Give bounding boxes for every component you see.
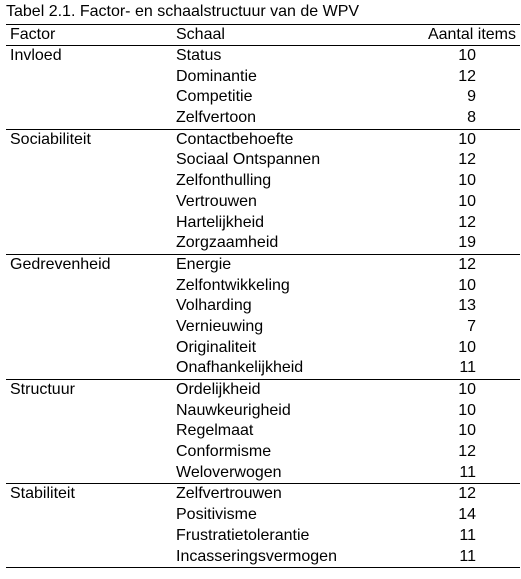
factor-cell: Structuur	[10, 381, 75, 398]
item-count-cell: 10	[458, 422, 476, 440]
item-count-cell: 10	[458, 381, 476, 398]
scale-cell: Sociaal Ontspannen	[176, 151, 321, 169]
table-row	[6, 421, 520, 442]
factor-group	[6, 380, 520, 484]
table-row	[6, 442, 520, 463]
table-body	[6, 46, 520, 567]
header-item-count: Aantal items	[427, 26, 516, 43]
table-caption: Tabel 2.1. Factor- en schaalstructuur van de WPV	[6, 3, 360, 20]
table-row	[6, 526, 520, 547]
item-count-cell: 11	[459, 547, 476, 565]
scale-cell: Conformisme	[176, 443, 272, 461]
scale-cell: Status	[176, 47, 222, 64]
scale-cell: Zorgzaamheid	[176, 234, 279, 252]
scale-cell: Hartelijkheid	[176, 213, 265, 231]
item-count-cell: 10	[458, 276, 476, 294]
table-row	[6, 505, 520, 526]
item-count-cell: 12	[458, 443, 476, 461]
table-row	[6, 317, 520, 338]
scale-cell: Originaliteit	[176, 338, 257, 356]
scale-cell: Dominantie	[176, 67, 257, 85]
table-row	[6, 463, 520, 484]
scale-cell: Ordelijkheid	[176, 381, 261, 398]
factor-cell: Invloed	[10, 47, 62, 64]
item-count-cell: 12	[458, 255, 476, 273]
header-scale: Schaal	[176, 26, 225, 43]
scale-cell: Regelmaat	[176, 422, 254, 440]
table-row	[6, 380, 520, 401]
table-row	[6, 296, 520, 317]
table-row	[6, 276, 520, 297]
item-count-cell: 11	[459, 463, 476, 481]
scale-cell: Volharding	[176, 297, 252, 315]
table-row	[6, 547, 520, 568]
table-row	[6, 401, 520, 422]
table-row	[6, 87, 520, 108]
scale-cell: Incasseringsvermogen	[176, 547, 337, 565]
item-count-cell: 8	[467, 109, 476, 127]
table-row	[6, 67, 520, 88]
table-row	[6, 255, 520, 276]
table-row	[6, 338, 520, 359]
item-count-cell: 10	[458, 401, 476, 419]
scale-cell: Onafhankelijkheid	[176, 359, 304, 377]
factor-group	[6, 255, 520, 380]
table-row	[6, 46, 520, 67]
item-count-cell: 19	[458, 234, 476, 252]
scale-cell: Vernieuwing	[176, 317, 264, 335]
item-count-cell: 10	[458, 130, 476, 148]
table-row	[6, 484, 520, 505]
table-row	[6, 192, 520, 213]
item-count-cell: 12	[458, 213, 476, 231]
factor-cell: Gedrevenheid	[10, 255, 111, 273]
item-count-cell: 10	[458, 172, 476, 190]
scale-cell: Zelfvertoon	[176, 109, 257, 127]
item-count-cell: 11	[459, 359, 476, 377]
table-row	[6, 130, 520, 151]
scale-cell: Positivisme	[176, 506, 257, 524]
scale-cell: Energie	[176, 255, 232, 273]
item-count-cell: 11	[459, 526, 476, 544]
factor-cell: Sociabiliteit	[10, 130, 91, 148]
scale-cell: Weloverwogen	[176, 463, 282, 481]
scale-cell: Zelfontwikkeling	[176, 276, 290, 294]
item-count-cell: 10	[458, 338, 476, 356]
scale-cell: Vertrouwen	[176, 192, 257, 210]
table-row	[6, 108, 520, 129]
item-count-cell: 12	[458, 485, 476, 503]
item-count-cell: 12	[458, 67, 476, 85]
table-row	[6, 171, 520, 192]
factor-cell: Stabiliteit	[10, 485, 75, 503]
item-count-cell: 14	[458, 506, 476, 524]
scale-cell: Contactbehoefte	[176, 130, 294, 148]
item-count-cell: 13	[458, 297, 476, 315]
item-count-cell: 12	[458, 151, 476, 169]
scale-cell: Frustratietolerantie	[176, 526, 310, 544]
item-count-cell: 9	[467, 88, 476, 106]
scale-cell: Competitie	[176, 88, 253, 106]
scale-cell: Nauwkeurigheid	[176, 401, 291, 419]
factor-group	[6, 130, 520, 255]
table-row	[6, 213, 520, 234]
factor-group	[6, 484, 520, 567]
scale-cell: Zelfonthulling	[176, 172, 272, 190]
table-header-row	[6, 25, 520, 46]
item-count-cell: 10	[458, 47, 476, 64]
table-row	[6, 358, 520, 379]
factor-scale-table	[6, 24, 520, 568]
item-count-cell: 10	[458, 192, 476, 210]
header-factor: Factor	[10, 26, 56, 43]
table-row	[6, 233, 520, 254]
table-row	[6, 150, 520, 171]
item-count-cell: 7	[467, 317, 476, 335]
factor-group	[6, 46, 520, 130]
scale-cell: Zelfvertrouwen	[176, 485, 282, 503]
